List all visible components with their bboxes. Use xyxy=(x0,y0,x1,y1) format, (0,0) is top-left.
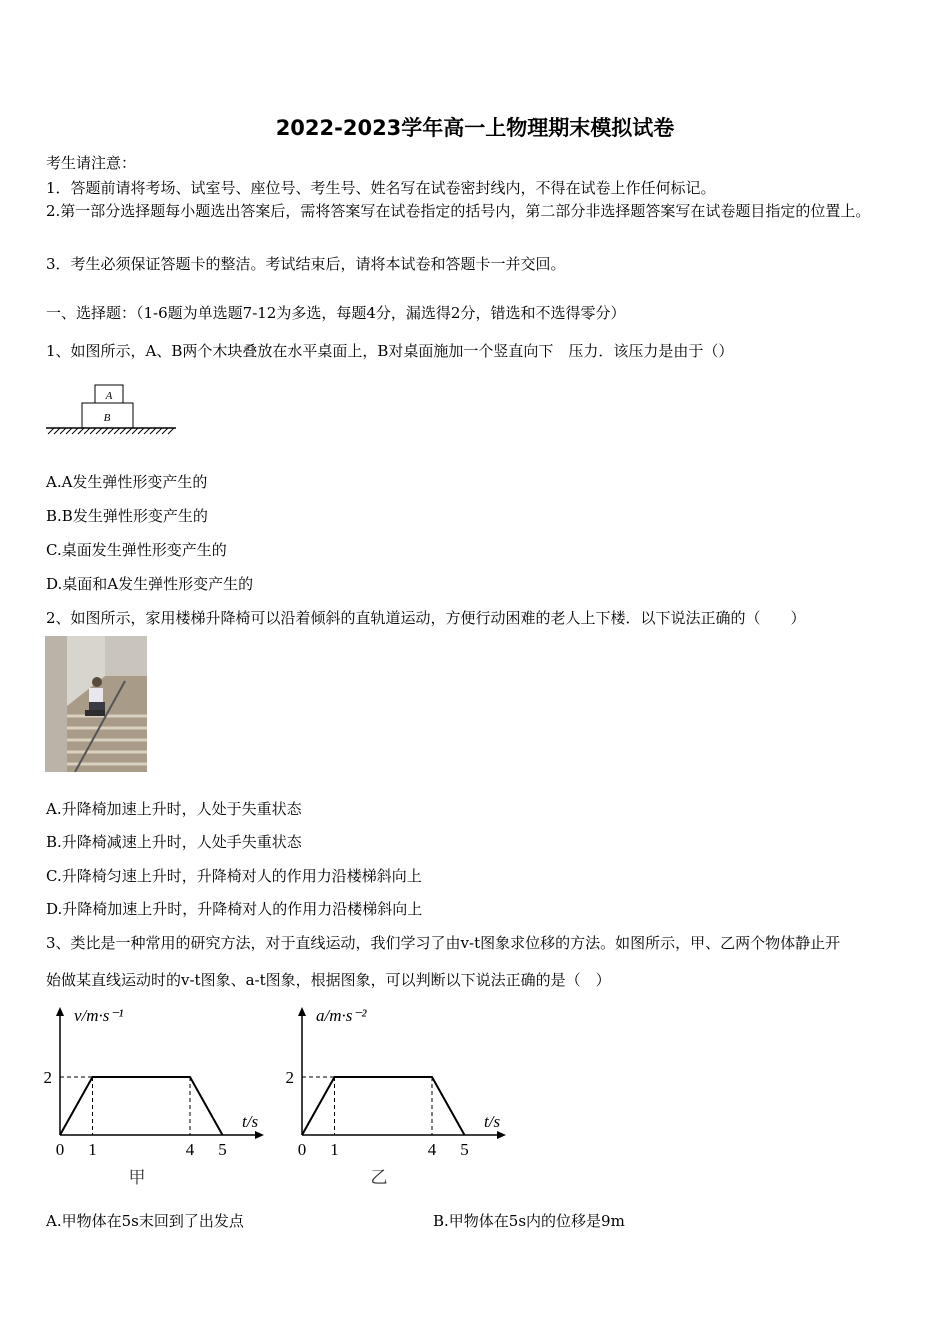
q1-option-c: C.桌面发生弹性形变产生的 xyxy=(46,541,227,559)
x-tick-label: 5 xyxy=(460,1140,469,1159)
q3-stem-line-2: 始做某直线运动时的v-t图象、a-t图象，根据图象，可以判断以下说法正确的是（ ） xyxy=(46,971,611,989)
q1-blocks-figure xyxy=(44,380,179,440)
x-tick-label: 0 xyxy=(55,1140,65,1159)
x-axis-label: t/s xyxy=(484,1112,501,1131)
x-tick-label: 4 xyxy=(427,1140,437,1159)
ground-hatching xyxy=(48,428,174,434)
y-axis-arrow xyxy=(56,1007,64,1016)
stair-lift-photo xyxy=(45,636,147,772)
y-axis-label: v/m·s⁻¹ xyxy=(74,1006,124,1025)
q2-option-c: C.升降椅匀速上升时，升降椅对人的作用力沿楼梯斜向上 xyxy=(46,867,422,885)
y-tick-label: 2 xyxy=(285,1068,294,1087)
y-tick-label: 2 xyxy=(43,1068,52,1087)
chart-caption: 乙 xyxy=(370,1168,388,1187)
q1-stem: 1、如图所示，A、B两个木块叠放在水平桌面上，B对桌面施加一个竖直向下 压力．该压力是由于（） xyxy=(46,342,734,360)
v-t-chart xyxy=(40,995,280,1195)
q2-stem: 2、如图所示，家用楼梯升降椅可以沿着倾斜的直轨道运动，方便行动困难的老人上下楼．以下说法正确的（ ） xyxy=(46,609,806,627)
q3-stem-line-1: 3、类比是一种常用的研究方法，对于直线运动，我们学习了由v-t图象求位移的方法。如图所示，甲、乙两个物体静止开 xyxy=(46,934,841,952)
y-axis-label: a/m·s⁻² xyxy=(316,1006,367,1025)
series-line xyxy=(302,1077,465,1135)
notice-item-2: 2.第一部分选择题每小题选出答案后，需将答案写在试卷指定的括号内，第二部分非选择题答案写在试卷题目指定的位置上。 xyxy=(46,202,871,220)
x-axis-arrow xyxy=(497,1131,506,1139)
x-tick-label: 5 xyxy=(218,1140,227,1159)
notice-heading: 考生请注意： xyxy=(46,154,137,172)
q2-option-b: B.升降椅减速上升时，人处手失重状态 xyxy=(46,833,302,851)
q1-option-b: B.B发生弹性形变产生的 xyxy=(46,507,208,525)
block-a-label: A xyxy=(105,390,113,402)
block-b-label: B xyxy=(103,412,111,424)
notice-item-3: 3．考生必须保证答题卡的整洁。考试结束后，请将本试卷和答题卡一并交回。 xyxy=(46,255,566,273)
chart-caption: 甲 xyxy=(128,1168,146,1187)
notice-item-1: 1．答题前请将考场、试室号、座位号、考生号、姓名写在试卷密封线内，不得在试卷上作任何标记。 xyxy=(46,179,716,197)
x-tick-label: 1 xyxy=(330,1140,339,1159)
y-axis-arrow xyxy=(298,1007,306,1016)
q1-option-a: A.A发生弹性形变产生的 xyxy=(46,473,208,491)
x-tick-label: 4 xyxy=(185,1140,195,1159)
x-tick-label: 1 xyxy=(88,1140,97,1159)
x-axis-arrow xyxy=(255,1131,264,1139)
q3-option-b: B.甲物体在5s内的位移是9m xyxy=(433,1212,625,1230)
x-tick-label: 0 xyxy=(297,1140,307,1159)
x-axis-label: t/s xyxy=(242,1112,259,1131)
section-heading: 一、选择题：（1-6题为单选题7-12为多选，每题4分，漏选得2分，错选和不选得零分） xyxy=(46,304,626,322)
q2-option-d: D.升降椅加速上升时，升降椅对人的作用力沿楼梯斜向上 xyxy=(46,900,423,918)
a-t-chart xyxy=(282,995,522,1195)
q3-option-a: A.甲物体在5s末回到了出发点 xyxy=(46,1212,244,1230)
series-line xyxy=(60,1077,223,1135)
page-title: 2022-2023学年高一上物理期末模拟试卷 xyxy=(275,116,675,140)
q1-option-d: D.桌面和A发生弹性形变产生的 xyxy=(46,575,254,593)
q2-option-a: A.升降椅加速上升时，人处于失重状态 xyxy=(46,800,302,818)
